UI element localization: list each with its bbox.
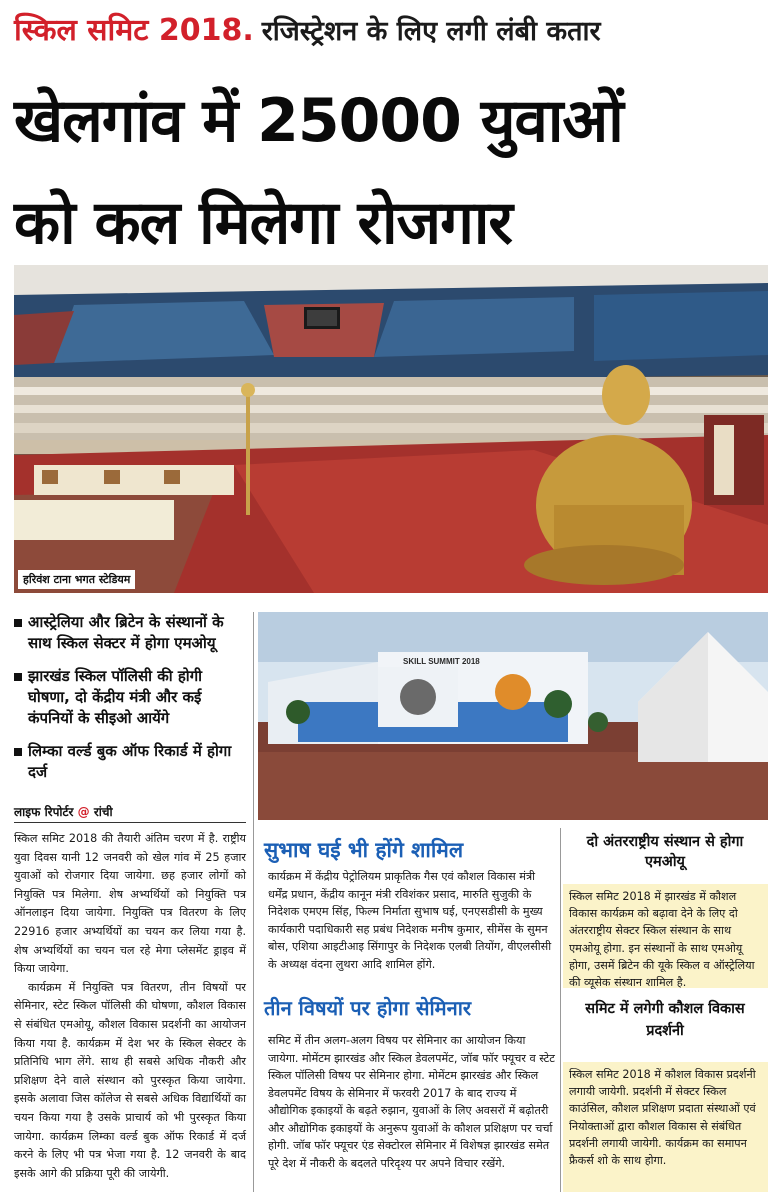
bullet-text: आस्ट्रेलिया और ब्रिटेन के संस्थानों के साथ स्किल सेक्टर में होगा एमओयू	[28, 613, 224, 652]
bullet-square-icon	[14, 673, 22, 681]
middle-paragraph-1: कार्यक्रम में केंद्रीय पेट्रोलियम प्राकृतिक गैस एवं कौशल विकास मंत्री धर्मेंद्र प्रधान, केंद्रीय कानून मंत्री रविशंकर प्रसाद, मारुति सुजुकी के निदेशक एमएम सिंह, फिल्म निर्माता सुभाष घई, एनएसडीसी के मुख्य कार्यकारी पदाधिकारी सह प्रबंध निदेशक मनीष कुमार, सीमेंस के सुमन बोस, एशिया आइटीआइ सिंगापुर के निदेशक एलबी तियोंग, वीएलसीसी के अध्यक्ष वंदना लुथरा आदि शामिल होंगे.	[268, 870, 552, 971]
main-article-text	[14, 830, 246, 1183]
banner-text: SKILL SUMMIT 2018	[403, 657, 480, 666]
article-paragraph: स्किल समिट 2018 की तैयारी अंतिम चरण में है. राष्ट्रीय युवा दिवस यानी 12 जनवरी को खेल गांव में 25 हजार युवाओं को रोजगार दिया जायेगा. छह हजार लोगों को नियुक्ति पत्र मिलेगा. शेष अभ्यर्थियों को नियुक्ति पत्र ऑनलाइन दिया जायेगा. नियुक्ति पत्र वितरण के लिए 22916 हजार अभ्यर्थियों का चयन कर लिया गया है. शेष अभ्यर्थियों का चयन चल रहे मेगा प्लेसमेंट ड्राइव में किया जायेगा.	[14, 832, 246, 976]
column-divider	[253, 612, 254, 1192]
bullet-item	[14, 612, 246, 654]
exhibition-box: स्किल समिट 2018 में कौशल विकास प्रदर्शनी लगायी जायेगी. प्रदर्शनी में सेक्टर स्किल काउंसिल, कौशल प्रशिक्षण प्रदाता संस्थाओं एवं नियोक्ताओं द्वारा कौशल विकास से संबंधित प्रदर्शनी लगायी जायेगी. कार्यक्रम का समापन फ्रैकर्स शो के साथ होगा.	[563, 1062, 768, 1192]
bullet-text: लिम्का वर्ल्ड बुक ऑफ रिकार्ड में होगा दर्ज	[28, 742, 232, 781]
subhead-seminar: तीन विषयों पर होगा सेमिनार	[264, 996, 472, 1020]
stadium-illustration	[14, 265, 768, 593]
byline-divider	[14, 822, 246, 823]
subhead-exhibition: समिट में लगेगी कौशल विकास प्रदर्शनी	[585, 1001, 745, 1039]
mou-box: स्किल समिट 2018 में झारखंड में कौशल विकास कार्यक्रम को बढ़ावा देने के लिए दो अंतरराष्ट्रीय सेक्टर स्किल संस्थान के साथ एमओयू होगा. इन संस्थानों के साथ एमओयू होगा, उसमें ब्रिटेन की यूके स्किल व ऑस्ट्रेलिया की व्यूसेक संस्थान शामिल है.	[563, 884, 768, 988]
byline-at: @	[77, 805, 90, 819]
byline-city: रांची	[93, 805, 113, 819]
kicker-topic: स्किल समिट 2018.	[14, 13, 254, 48]
bullet-item	[14, 741, 246, 783]
venue-illustration	[258, 612, 768, 820]
bullet-square-icon	[14, 619, 22, 627]
subhead-mou: दो अंतरराष्ट्रीय संस्थान से होगा एमओयू	[586, 834, 744, 870]
stadium-photo	[14, 265, 768, 593]
bullet-text: झारखंड स्किल पॉलिसी की होगी घोषणा, दो केंद्रीय मंत्री और कई कंपनियों के सीइओ आयेंगे	[28, 667, 203, 727]
article-paragraph: कार्यक्रम में नियुक्ति पत्र वितरण, तीन विषयों पर सेमिनार, स्टेट स्किल पॉलिसी की घोषणा, कौशल विकास से संबंधित एमओयू, कौशल विकास प्रदर्शनी का आयोजन किया गया है. कार्यक्रम में देश भर के स्किल सेक्टर के प्रतिनिधि भाग लेंगे. साथ ही सबसे अधिक नौकरी और प्रशिक्षण देने वाले संस्थान को पुरस्कृत किया जायेगा. इसके अलावा जिस कॉलेज से सबसे अधिक विद्यार्थियों का चयन किया गया है उसके प्राचार्य को भी पुरस्कृत किया जायेगा. कार्यक्रम लिम्का वर्ल्ड बुक ऑफ रिकार्ड में दर्ज करने के लिए भी पत्र भेजा गया है. 12 जनवरी के बाद इसके आगे की प्रक्रिया पूरी की जायेगी.	[14, 980, 246, 1180]
subhead-subhash-ghai: सुभाष घई भी होंगे शामिल	[264, 838, 464, 862]
byline-label: लाइफ रिपोर्टर	[14, 805, 74, 819]
summit-venue-photo	[258, 612, 768, 820]
bullet-square-icon	[14, 748, 22, 756]
column-divider	[560, 828, 561, 1192]
headline	[14, 70, 764, 274]
photo-caption: हरिवंश टाना भगत स्टेडियम	[18, 570, 135, 589]
middle-paragraph-2: समिट में तीन अलग-अलग विषय पर सेमिनार का आयोजन किया जायेगा. मोमेंटम झारखंड और स्किल डेवलपमेंट, जॉब फॉर फ्यूचर व स्टेट स्किल पॉलिसी विषय पर सेमिनार होगा. मोमेंटम झारखंड और स्किल डेवलपमेंट विषय के सेमिनार में फरवरी 2017 के बाद राज्य में औद्योगिक इकाइयों के बढ़ते रुझान, युवाओं के लिए अवसरों में बढ़ोतरी और औद्योगिक इकाइयों के अनुरूप युवाओं के कौशल प्रशिक्षण पर चर्चा होगी. जॉब फॉर फ्यूचर एंड सेक्टोरल सेमिनार में विशेषज्ञ झारखंड समेत पूरे देश में नौकरी के बदलते परिदृश्य पर अपने विचार रखेंगे.	[268, 1034, 555, 1170]
kicker	[14, 8, 764, 48]
bullet-item	[14, 666, 246, 729]
headline-line-1: खेलगांव में 25000 युवाओं	[14, 86, 623, 156]
kicker-subtitle: रजिस्ट्रेशन के लिए लगी लंबी कतार	[261, 16, 601, 47]
key-points	[14, 612, 246, 795]
headline-line-2: को कल मिलेगा रोजगार	[14, 188, 512, 258]
byline	[14, 803, 113, 820]
